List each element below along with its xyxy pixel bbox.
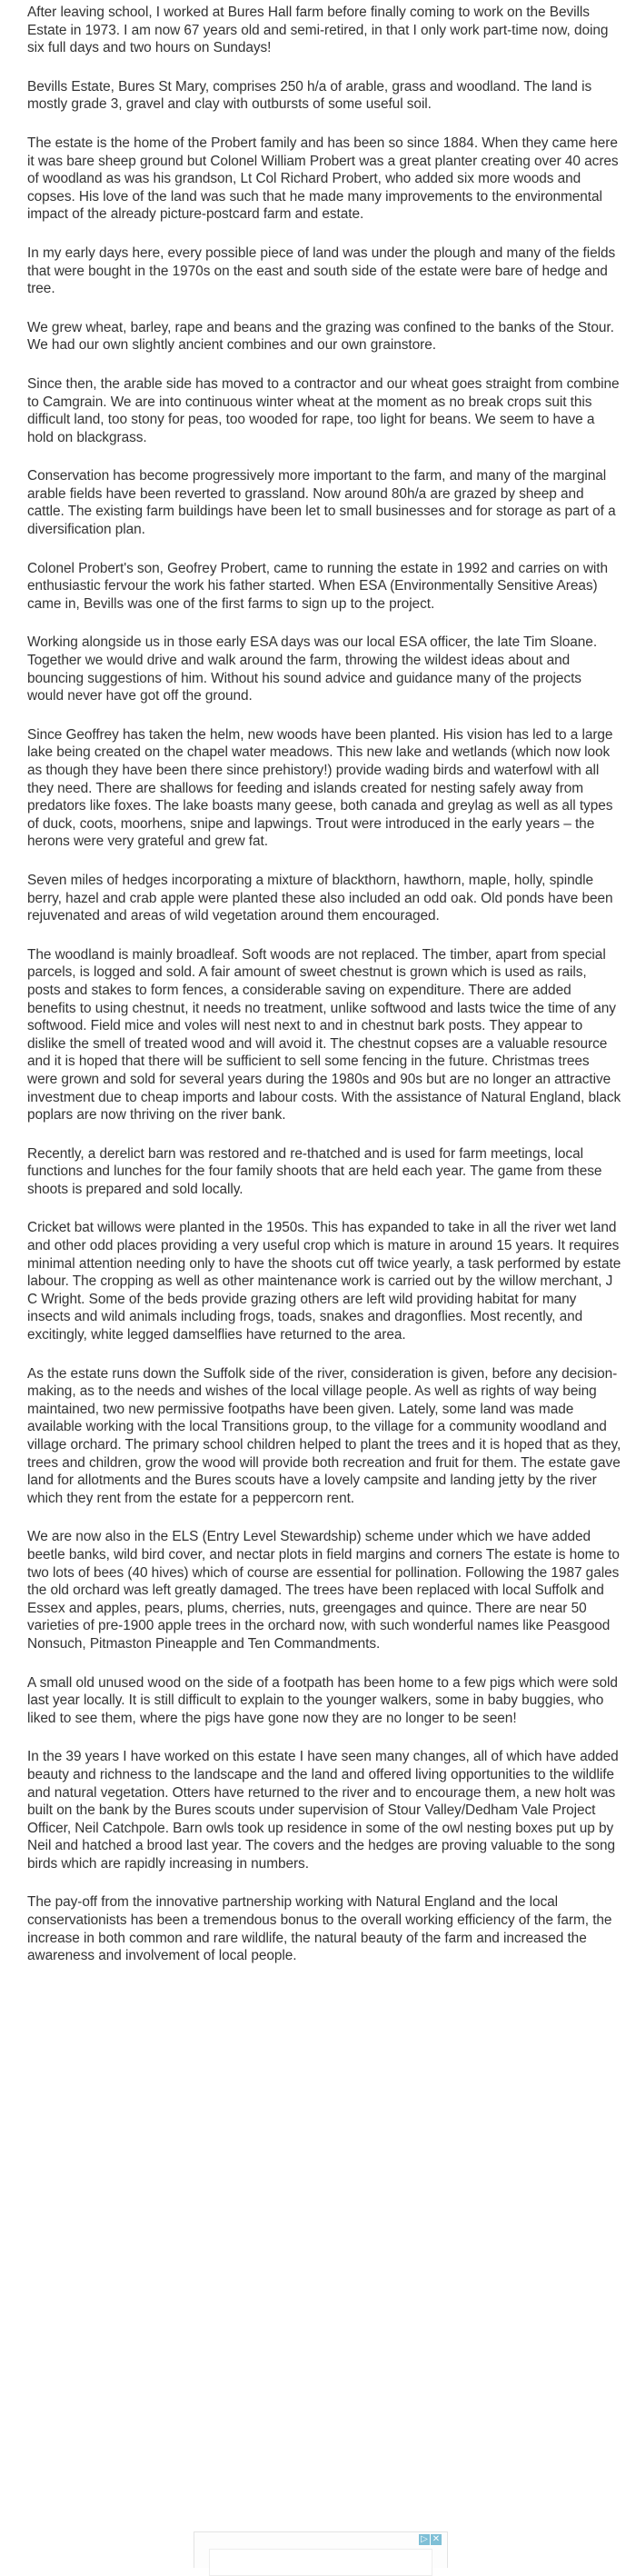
paragraph-19: The pay-off from the innovative partnership working with Natural England and the local conservationists has been a tremendous bonus to the overall working efficiency of the farm, the increase in both common and rare wildlife, the natural beauty of the farm and increased the awareness and involvement of local people. <box>27 1894 612 1964</box>
paragraph-16: We are now also in the ELS (Entry Level Stewardship) scheme under which we have added beetle banks, wild bird cover, and nectar plots in field margins and corners The estate is home to two lots of bees (40 hives) which of course are essential for pollination. Following the 1987 gales the old orchard was left greatly damaged. The trees have been replaced with local Suffolk and Essex and apples, pears, plums, cherries, nuts, greengages and quince. There are near 50 varieties of pre-1900 apple trees in the orchard now, with such wonderful names like Peasgood Nonsuch, Pitmaston Pineapple and Ten Commandments. <box>27 1529 620 1652</box>
paragraph-18: In the 39 years I have worked on this estate I have seen many changes, all of which have added beauty and richness to the landscape and the land and offered living opportunities to the wildlife and natural vegetation. Otters have returned to the river and to encourage them, a new holt was built on the bank by the Bures scouts under supervision of Stour Valley/Dedham Vale Project Officer, Neil Catchpole. Barn owls took up residence in some of the owl nesting boxes put up by Neil and hatched a brood last year. The covers and the hedges are proving valuable to the song birds which are rapidly increasing in numbers. <box>27 1749 619 1872</box>
ad-badge[interactable] <box>419 2534 442 2545</box>
paragraph-2: Bevills Estate, Bures St Mary, comprises 250 h/a of arable, grass and woodland. The land is mostly grade 3, gravel and clay with outbursts of some useful soil. <box>27 78 592 113</box>
paragraph-15: As the estate runs down the Suffolk side of the river, consideration is given, before any decision-making, as to the needs and wishes of the local village people. As well as rights of way being maintained, two new permissive footpaths have been given. Lately, some land was made available working with the local Transitions group, to the village for a community woodland and village orchard. The primary school children helped to plant the trees and it is hoped that as they, trees and children, grow the wood will provide both recreation and fruit for them. The estate gave land for allotments and the Bures scouts have a lovely campsite and landing jetty by the river which they rent from the estate for a peppercorn rent. <box>27 1365 621 1506</box>
paragraph-10: Since Geoffrey has taken the helm, new woods have been planted. His vision has led to a large lake being created on the chapel water meadows. This new lake and wetlands (which now look as though they have been there since prehistory!) provide wading birds and waterfowl with all they need. There are shallows for feeding and islands created for nesting safely away from predators like foxes. The lake boasts many geese, both canada and greylag as well as all types of duck, coots, moorhens, snipe and lapwings. Trout were introduced in the early years – the herons were very grateful and grew fat. <box>27 726 613 850</box>
paragraph-13: Recently, a derelict barn was restored and re-thatched and is used for farm meetings, local functions and lunches for the four family shoots that are held each year. The game from these shoots is prepared and sold locally. <box>27 1145 602 1197</box>
close-icon[interactable]: ✕ <box>432 2534 441 2544</box>
article-body <box>27 4 621 1986</box>
paragraph-1: After leaving school, I worked at Bures Hall farm before finally coming to work on the Bevills Estate in 1973. I am now 67 years old and semi-retired, in that I only work part-time now, doing six full days and two hours on Sundays! <box>27 5 609 56</box>
paragraph-12: The woodland is mainly broadleaf. Soft woods are not replaced. The timber, apart from special parcels, is logged and sold. A fair amount of sweet chestnut is grown which is used as rails, posts and stakes to form fences, a considerable saving on expenditure. There are added benefits to using chestnut, it needs no treatment, unlike softwood and lasts twice the time of any softwood. Field mice and voles will nest next to and in chestnut bark posts. They appear to dislike the smell of treated wood and will avoid it. The chestnut copses are a valuable resource and it is hoped that there will be sufficient to sell some fencing in the future. Christmas trees were grown and sold for several years during the 1980s and 90s but are no longer an attractive investment due to cheap imports and labour costs. With the assistance of Natural England, black poplars are now thriving on the river bank. <box>27 946 621 1123</box>
paragraph-3: The estate is the home of the Probert family and has been so since 1884. When they came here it was bare sheep ground but Colonel William Probert was a great planter creating over 40 acres of woodland as was his grandson, Lt Col Richard Probert, who added six more woods and copses. His love of the land was such that he made many improvements to the environmental impact of the already picture-postcard farm and estate. <box>27 135 619 223</box>
advertisement-content[interactable] <box>209 2549 432 2576</box>
paragraph-6: Since then, the arable side has moved to a contractor and our wheat goes straight from combine to Camgrain. We are into continuous winter wheat at the moment as no break crops suit this difficult land, too stony for peas, too wooded for rape, too light for beans. We seem to have a hold on blackgrass. <box>27 375 620 445</box>
adchoices-icon[interactable]: ▷ <box>419 2534 430 2545</box>
advertisement-frame[interactable] <box>194 2531 448 2568</box>
paragraph-7: Conservation has become progressively more important to the farm, and many of the marginal arable fields have been reverted to grassland. Now around 80h/a are grazed by sheep and cattle. The existing farm buildings have been let to small businesses and for storage as part of a diversification plan. <box>27 468 616 538</box>
paragraph-17: A small old unused wood on the side of a footpath has been home to a few pigs which were sold last year locally. It is still difficult to explain to the younger walkers, some in baby buggies, who liked to see them, where the pigs have gone now they are no longer to be seen! <box>27 1674 618 1726</box>
paragraph-11: Seven miles of hedges incorporating a mixture of blackthorn, hawthorn, maple, holly, spindle berry, hazel and crab apple were planted these also included an odd oak. Old ponds have been rejuvenated and areas of wild vegetation around them encouraged. <box>27 872 613 924</box>
paragraph-4: In my early days here, every possible piece of land was under the plough and many of the fields that were bought in the 1970s on the east and south side of the estate were bare of hedge and tree. <box>27 245 616 297</box>
paragraph-9: Working alongside us in those early ESA days was our local ESA officer, the late Tim Sloane. Together we would drive and walk around the farm, throwing the wildest ideas about and bouncing suggestions of him. Without his sound advice and guidance many of the projects would never have got off the ground. <box>27 634 598 704</box>
paragraph-14: Cricket bat willows were planted in the 1950s. This has expanded to take in all the river wet land and other odd places providing a very useful crop which is mature in around 15 years. It requires minimal attention needing only to have the shoots cut off twice yearly, a task performed by estate labour. The cropping as well as other maintenance work is carried out by the willow merchant, J C Wright. Some of the beds provide grazing others are left wild providing habitat for many insects and wild animals including frogs, toads, snakes and dragonflies. Most recently, and excitingly, white legged damselflies have returned to the area. <box>27 1220 621 1343</box>
paragraph-5: We grew wheat, barley, rape and beans and the grazing was confined to the banks of the Stour. We had our own slightly ancient combines and our own grainstore. <box>27 319 614 354</box>
paragraph-8: Colonel Probert's son, Geofrey Probert, came to running the estate in 1992 and carries on with enthusiastic fervour the work his father started. When ESA (Environmentally Sensitive Areas) came in, Bevills was one of the first farms to sign up to the project. <box>27 560 609 612</box>
